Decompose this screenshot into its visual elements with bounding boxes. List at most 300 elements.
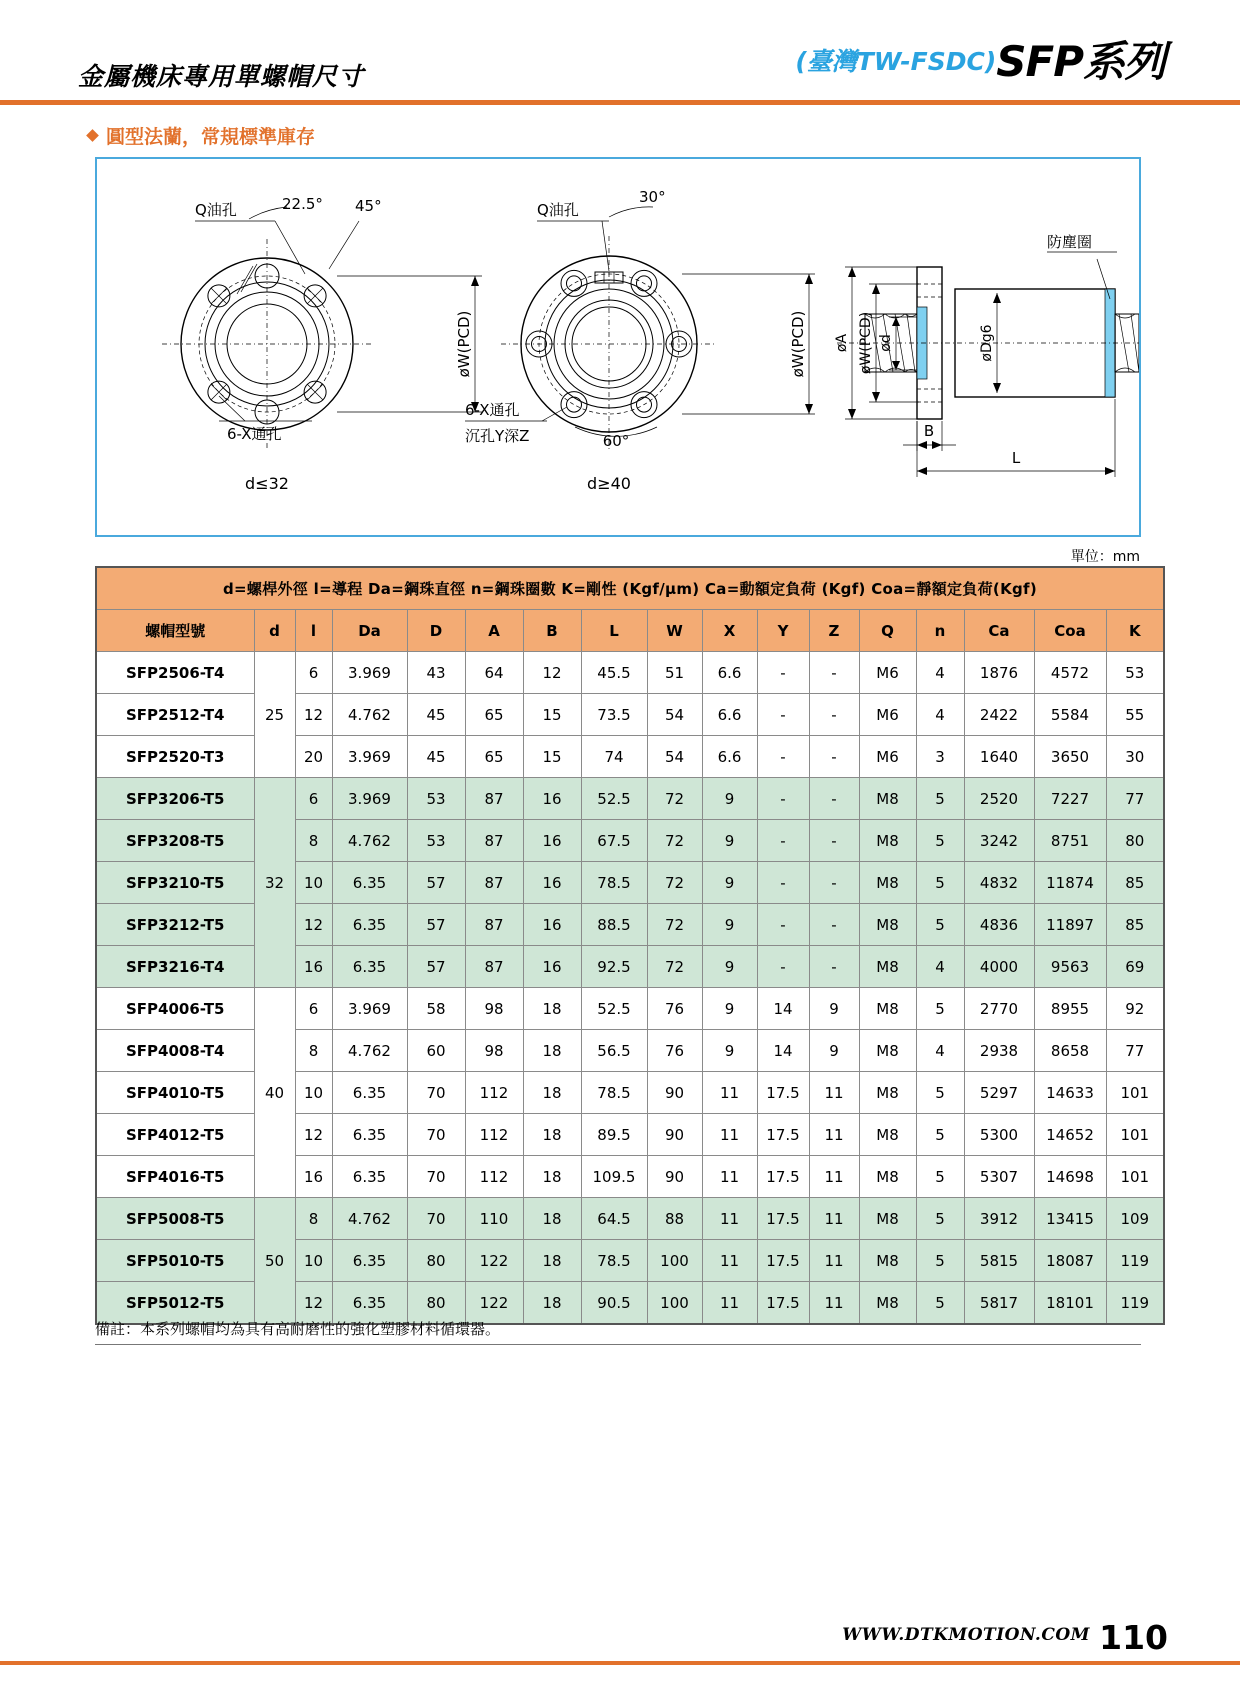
cell-Ca: 2520 <box>964 778 1034 820</box>
footer-divider <box>0 1661 1240 1665</box>
table-legend: d=螺桿外徑 l=導程 Da=鋼珠直徑 n=鋼珠圈數 K=剛性 (Kgf/μm) Ca=動額定負荷 (Kgf) Coa=靜額定負荷(Kgf) <box>96 567 1164 610</box>
footnote: 備註：本系列螺帽均為具有高耐磨性的強化塑膠材料循環器。 <box>95 1318 1141 1345</box>
cell-Z: 11 <box>809 1198 859 1240</box>
cell-model: SFP5012-T5 <box>96 1282 254 1325</box>
table-body <box>96 652 1164 1325</box>
cell-Q: M8 <box>859 778 916 820</box>
label-dia-a: øA <box>834 333 850 353</box>
cell-W: 76 <box>647 1030 702 1072</box>
cell-A: 64 <box>465 652 523 694</box>
cell-Y: 17.5 <box>757 1198 809 1240</box>
cell-W: 54 <box>647 694 702 736</box>
brand-block <box>795 37 1165 87</box>
cell-Ca: 5297 <box>964 1072 1034 1114</box>
cell-n: 5 <box>916 862 964 904</box>
cell-n: 5 <box>916 1282 964 1325</box>
cell-Da: 6.35 <box>332 946 407 988</box>
cell-Y: 14 <box>757 1030 809 1072</box>
cell-Ca: 4836 <box>964 904 1034 946</box>
cell-model: SFP5008-T5 <box>96 1198 254 1240</box>
cell-D: 53 <box>407 778 465 820</box>
cell-Coa: 14652 <box>1034 1114 1106 1156</box>
cell-Z: - <box>809 694 859 736</box>
cell-model: SFP3216-T4 <box>96 946 254 988</box>
cell-Z: 11 <box>809 1240 859 1282</box>
col-header-L: L <box>581 610 647 652</box>
col-header-n: n <box>916 610 964 652</box>
cell-Y: 17.5 <box>757 1240 809 1282</box>
table-row <box>96 652 1164 694</box>
cell-W: 90 <box>647 1072 702 1114</box>
cell-W: 72 <box>647 778 702 820</box>
diamond-bullet-icon <box>86 129 99 142</box>
cell-shaft-diameter: 40 <box>254 988 295 1198</box>
drawing-panel <box>95 157 1141 537</box>
cell-Da: 6.35 <box>332 1240 407 1282</box>
cell-l: 6 <box>295 652 332 694</box>
cell-Da: 6.35 <box>332 1072 407 1114</box>
cell-Ca: 5815 <box>964 1240 1034 1282</box>
cell-B: 18 <box>523 1030 581 1072</box>
cell-A: 65 <box>465 736 523 778</box>
section-title-label: 圓型法蘭，常規標準庫存 <box>106 126 316 148</box>
cell-W: 51 <box>647 652 702 694</box>
col-header-l: l <box>295 610 332 652</box>
cell-A: 110 <box>465 1198 523 1240</box>
cell-K: 80 <box>1106 820 1164 862</box>
cell-L: 78.5 <box>581 1072 647 1114</box>
cell-Ca: 5817 <box>964 1282 1034 1325</box>
cell-A: 112 <box>465 1072 523 1114</box>
cell-model: SFP2520-T3 <box>96 736 254 778</box>
cell-B: 16 <box>523 946 581 988</box>
label-angle-45: 45° <box>355 197 382 215</box>
cell-X: 6.6 <box>702 736 757 778</box>
label-dia-d: ød <box>878 334 894 352</box>
cell-D: 57 <box>407 904 465 946</box>
cell-Q: M8 <box>859 1114 916 1156</box>
cell-W: 72 <box>647 820 702 862</box>
cell-L: 64.5 <box>581 1198 647 1240</box>
cell-A: 65 <box>465 694 523 736</box>
cell-model: SFP4008-T4 <box>96 1030 254 1072</box>
table-row <box>96 1198 1164 1240</box>
cell-model: SFP2512-T4 <box>96 694 254 736</box>
label-q-oil-hole-right: Q油孔 <box>537 201 579 219</box>
cell-D: 70 <box>407 1156 465 1198</box>
cell-Da: 6.35 <box>332 904 407 946</box>
cell-Da: 3.969 <box>332 778 407 820</box>
technical-drawing <box>97 159 1139 535</box>
cell-Q: M8 <box>859 820 916 862</box>
cell-K: 109 <box>1106 1198 1164 1240</box>
cell-X: 11 <box>702 1114 757 1156</box>
header-divider <box>0 100 1240 105</box>
col-header-X: X <box>702 610 757 652</box>
cell-K: 85 <box>1106 904 1164 946</box>
cell-Q: M8 <box>859 1240 916 1282</box>
cell-Ca: 1876 <box>964 652 1034 694</box>
label-q-oil-hole-left: Q油孔 <box>195 201 237 219</box>
col-header-Ca: Ca <box>964 610 1034 652</box>
cell-l: 12 <box>295 1282 332 1325</box>
cell-Y: 17.5 <box>757 1072 809 1114</box>
cell-W: 88 <box>647 1198 702 1240</box>
cell-A: 122 <box>465 1240 523 1282</box>
col-header-Z: Z <box>809 610 859 652</box>
cell-K: 101 <box>1106 1156 1164 1198</box>
cell-Z: 11 <box>809 1156 859 1198</box>
section-view <box>834 233 1139 477</box>
cell-Z: - <box>809 820 859 862</box>
cell-l: 10 <box>295 862 332 904</box>
cell-n: 5 <box>916 820 964 862</box>
cell-B: 18 <box>523 1198 581 1240</box>
cell-W: 90 <box>647 1156 702 1198</box>
cell-L: 73.5 <box>581 694 647 736</box>
cell-model: SFP4006-T5 <box>96 988 254 1030</box>
cell-L: 56.5 <box>581 1030 647 1072</box>
cell-X: 11 <box>702 1072 757 1114</box>
cell-Z: 9 <box>809 1030 859 1072</box>
cell-W: 72 <box>647 904 702 946</box>
cell-model: SFP4012-T5 <box>96 1114 254 1156</box>
label-dim-l: L <box>1011 449 1021 467</box>
cell-X: 9 <box>702 946 757 988</box>
cell-X: 9 <box>702 904 757 946</box>
cell-n: 5 <box>916 1156 964 1198</box>
col-header-Q: Q <box>859 610 916 652</box>
cell-D: 57 <box>407 862 465 904</box>
cell-D: 57 <box>407 946 465 988</box>
cell-D: 58 <box>407 988 465 1030</box>
cell-Q: M8 <box>859 904 916 946</box>
cell-Coa: 11874 <box>1034 862 1106 904</box>
cell-B: 12 <box>523 652 581 694</box>
cell-W: 54 <box>647 736 702 778</box>
caption-left-view: d≤32 <box>245 474 289 493</box>
cell-l: 8 <box>295 820 332 862</box>
cell-Y: - <box>757 904 809 946</box>
cell-Q: M8 <box>859 946 916 988</box>
cell-X: 11 <box>702 1240 757 1282</box>
cell-Coa: 18087 <box>1034 1240 1106 1282</box>
cell-B: 18 <box>523 1156 581 1198</box>
cell-Da: 6.35 <box>332 1156 407 1198</box>
cell-A: 87 <box>465 778 523 820</box>
col-header-Coa: Coa <box>1034 610 1106 652</box>
cell-Y: - <box>757 820 809 862</box>
cell-W: 100 <box>647 1240 702 1282</box>
cell-Coa: 7227 <box>1034 778 1106 820</box>
cell-model: SFP2506-T4 <box>96 652 254 694</box>
cell-l: 12 <box>295 904 332 946</box>
label-pcd-mid: øW(PCD) <box>789 310 807 378</box>
label-dia-dg6: øDg6 <box>979 324 995 362</box>
cell-l: 20 <box>295 736 332 778</box>
cell-B: 18 <box>523 988 581 1030</box>
cell-A: 87 <box>465 820 523 862</box>
cell-D: 45 <box>407 694 465 736</box>
cell-K: 53 <box>1106 652 1164 694</box>
cell-W: 72 <box>647 946 702 988</box>
col-header-Da: Da <box>332 610 407 652</box>
cell-Ca: 4000 <box>964 946 1034 988</box>
cell-K: 55 <box>1106 694 1164 736</box>
cell-A: 98 <box>465 1030 523 1072</box>
cell-Q: M6 <box>859 736 916 778</box>
cell-Q: M8 <box>859 1072 916 1114</box>
cell-Y: - <box>757 862 809 904</box>
cell-l: 6 <box>295 988 332 1030</box>
cell-L: 109.5 <box>581 1156 647 1198</box>
cell-Da: 4.762 <box>332 1030 407 1072</box>
cell-shaft-diameter: 50 <box>254 1198 295 1325</box>
cell-Z: 9 <box>809 988 859 1030</box>
cell-K: 85 <box>1106 862 1164 904</box>
cell-n: 5 <box>916 1072 964 1114</box>
cell-Y: - <box>757 946 809 988</box>
cell-Ca: 3912 <box>964 1198 1034 1240</box>
cell-K: 119 <box>1106 1240 1164 1282</box>
brand-prefix: (臺灣TW-FSDC) <box>795 47 997 76</box>
cell-Q: M6 <box>859 652 916 694</box>
cell-Coa: 5584 <box>1034 694 1106 736</box>
cell-X: 6.6 <box>702 652 757 694</box>
flange-large-annotations <box>465 188 815 493</box>
cell-Y: 17.5 <box>757 1156 809 1198</box>
unit-note: 單位：mm <box>1070 549 1140 565</box>
cell-model: SFP3210-T5 <box>96 862 254 904</box>
cell-B: 15 <box>523 694 581 736</box>
cell-D: 53 <box>407 820 465 862</box>
cell-X: 11 <box>702 1282 757 1325</box>
cell-Coa: 9563 <box>1034 946 1106 988</box>
label-counterbore: 沉孔Y深Z <box>465 427 530 445</box>
cell-Q: M6 <box>859 694 916 736</box>
cell-n: 5 <box>916 778 964 820</box>
cell-Ca: 2422 <box>964 694 1034 736</box>
cell-Ca: 2770 <box>964 988 1034 1030</box>
page-number: 110 <box>1099 1618 1168 1657</box>
cell-K: 101 <box>1106 1072 1164 1114</box>
flange-view-small <box>162 239 372 449</box>
cell-model: SFP3206-T5 <box>96 778 254 820</box>
cell-shaft-diameter: 25 <box>254 652 295 778</box>
label-6x-hole-left: 6-X通孔 <box>227 425 282 443</box>
cell-Coa: 8751 <box>1034 820 1106 862</box>
cell-l: 16 <box>295 946 332 988</box>
cell-Z: - <box>809 652 859 694</box>
cell-l: 8 <box>295 1030 332 1072</box>
cell-n: 4 <box>916 946 964 988</box>
flange-view-large <box>501 236 717 452</box>
cell-Z: - <box>809 778 859 820</box>
cell-L: 74 <box>581 736 647 778</box>
cell-Ca: 5300 <box>964 1114 1034 1156</box>
cell-Q: M8 <box>859 988 916 1030</box>
cell-A: 87 <box>465 946 523 988</box>
spec-table-wrap <box>95 566 1150 1325</box>
cell-Z: - <box>809 736 859 778</box>
cell-A: 87 <box>465 904 523 946</box>
cell-Da: 4.762 <box>332 1198 407 1240</box>
cell-B: 16 <box>523 862 581 904</box>
caption-right-view: d≥40 <box>587 474 631 493</box>
cell-B: 18 <box>523 1114 581 1156</box>
cell-A: 112 <box>465 1156 523 1198</box>
footer-url: WWW.DTKMOTION.COM <box>842 1625 1090 1645</box>
cell-Coa: 8658 <box>1034 1030 1106 1072</box>
cell-W: 100 <box>647 1282 702 1325</box>
cell-X: 11 <box>702 1198 757 1240</box>
cell-L: 78.5 <box>581 1240 647 1282</box>
col-header-D: D <box>407 610 465 652</box>
col-header-B: B <box>523 610 581 652</box>
cell-X: 9 <box>702 988 757 1030</box>
cell-Coa: 8955 <box>1034 988 1106 1030</box>
cell-X: 6.6 <box>702 694 757 736</box>
cell-Da: 6.35 <box>332 862 407 904</box>
cell-Coa: 14698 <box>1034 1156 1106 1198</box>
cell-K: 30 <box>1106 736 1164 778</box>
cell-Y: 17.5 <box>757 1114 809 1156</box>
cell-n: 5 <box>916 1114 964 1156</box>
cell-W: 90 <box>647 1114 702 1156</box>
cell-D: 45 <box>407 736 465 778</box>
cell-l: 10 <box>295 1072 332 1114</box>
cell-L: 89.5 <box>581 1114 647 1156</box>
label-angle-22-5: 22.5° <box>282 195 323 213</box>
cell-A: 112 <box>465 1114 523 1156</box>
cell-model: SFP3212-T5 <box>96 904 254 946</box>
cell-D: 70 <box>407 1198 465 1240</box>
label-dim-b: B <box>923 422 935 440</box>
cell-n: 5 <box>916 1198 964 1240</box>
spec-table <box>95 566 1165 1325</box>
cell-model: SFP4010-T5 <box>96 1072 254 1114</box>
cell-Da: 3.969 <box>332 652 407 694</box>
cell-Coa: 14633 <box>1034 1072 1106 1114</box>
cell-Ca: 4832 <box>964 862 1034 904</box>
cell-A: 98 <box>465 988 523 1030</box>
cell-B: 18 <box>523 1240 581 1282</box>
cell-Ca: 2938 <box>964 1030 1034 1072</box>
cell-Y: - <box>757 694 809 736</box>
cell-Z: 11 <box>809 1072 859 1114</box>
cell-Da: 6.35 <box>332 1114 407 1156</box>
cell-l: 6 <box>295 778 332 820</box>
cell-K: 119 <box>1106 1282 1164 1325</box>
cell-l: 8 <box>295 1198 332 1240</box>
cell-Q: M8 <box>859 1198 916 1240</box>
cell-Q: M8 <box>859 1282 916 1325</box>
cell-B: 16 <box>523 820 581 862</box>
cell-Q: M8 <box>859 862 916 904</box>
cell-Da: 4.762 <box>332 694 407 736</box>
cell-K: 92 <box>1106 988 1164 1030</box>
cell-X: 9 <box>702 862 757 904</box>
cell-n: 4 <box>916 652 964 694</box>
cell-X: 9 <box>702 1030 757 1072</box>
cell-n: 4 <box>916 694 964 736</box>
cell-L: 92.5 <box>581 946 647 988</box>
cell-l: 16 <box>295 1156 332 1198</box>
cell-X: 11 <box>702 1156 757 1198</box>
cell-L: 45.5 <box>581 652 647 694</box>
cell-Y: - <box>757 778 809 820</box>
cell-D: 70 <box>407 1114 465 1156</box>
cell-Da: 4.762 <box>332 820 407 862</box>
label-pcd-left: øW(PCD) <box>455 310 473 378</box>
cell-n: 5 <box>916 904 964 946</box>
cell-L: 78.5 <box>581 862 647 904</box>
cell-W: 72 <box>647 862 702 904</box>
cell-L: 88.5 <box>581 904 647 946</box>
cell-Da: 3.969 <box>332 736 407 778</box>
cell-n: 5 <box>916 988 964 1030</box>
label-angle-60: 60° <box>602 432 630 450</box>
cell-model: SFP3208-T5 <box>96 820 254 862</box>
cell-n: 3 <box>916 736 964 778</box>
col-header-K: K <box>1106 610 1164 652</box>
label-pcd-section: øW(PCD) <box>858 311 874 375</box>
cell-shaft-diameter: 32 <box>254 778 295 988</box>
cell-K: 101 <box>1106 1114 1164 1156</box>
cell-L: 90.5 <box>581 1282 647 1325</box>
cell-Ca: 1640 <box>964 736 1034 778</box>
section-title <box>88 122 315 149</box>
cell-Z: 11 <box>809 1282 859 1325</box>
cell-n: 4 <box>916 1030 964 1072</box>
cell-Coa: 3650 <box>1034 736 1106 778</box>
cell-B: 16 <box>523 904 581 946</box>
cell-X: 9 <box>702 820 757 862</box>
cell-Z: 11 <box>809 1114 859 1156</box>
cell-Y: 14 <box>757 988 809 1030</box>
cell-W: 76 <box>647 988 702 1030</box>
cell-K: 77 <box>1106 1030 1164 1072</box>
cell-L: 52.5 <box>581 988 647 1030</box>
col-header-: 螺帽型號 <box>96 610 254 652</box>
table-row <box>96 988 1164 1030</box>
label-6x-hole-right: 6-X通孔 <box>465 401 520 419</box>
cell-Z: - <box>809 904 859 946</box>
cell-Ca: 3242 <box>964 820 1034 862</box>
cell-D: 60 <box>407 1030 465 1072</box>
cell-Q: M8 <box>859 1030 916 1072</box>
label-angle-30: 30° <box>639 188 666 206</box>
table-row <box>96 778 1164 820</box>
cell-model: SFP4016-T5 <box>96 1156 254 1198</box>
col-header-A: A <box>465 610 523 652</box>
cell-n: 5 <box>916 1240 964 1282</box>
cell-L: 52.5 <box>581 778 647 820</box>
cell-Coa: 4572 <box>1034 652 1106 694</box>
cell-Z: - <box>809 946 859 988</box>
cell-B: 15 <box>523 736 581 778</box>
cell-L: 67.5 <box>581 820 647 862</box>
cell-l: 12 <box>295 1114 332 1156</box>
cell-Ca: 5307 <box>964 1156 1034 1198</box>
cell-D: 70 <box>407 1072 465 1114</box>
cell-l: 12 <box>295 694 332 736</box>
col-header-Y: Y <box>757 610 809 652</box>
cell-Coa: 18101 <box>1034 1282 1106 1325</box>
cell-l: 10 <box>295 1240 332 1282</box>
header-title: 金屬機床專用單螺帽尺寸 <box>78 62 365 91</box>
cell-B: 16 <box>523 778 581 820</box>
